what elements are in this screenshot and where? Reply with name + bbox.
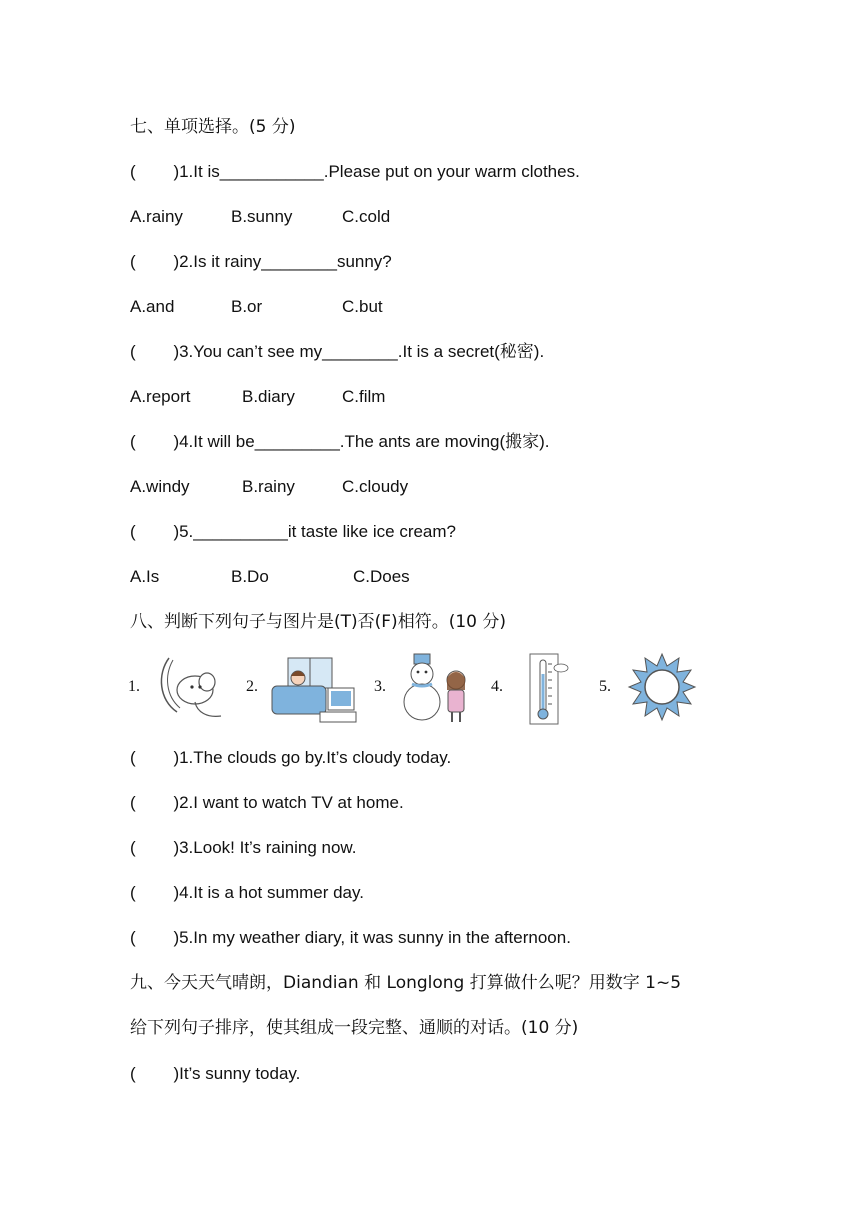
statement-2: ( )2.I want to watch TV at home. [130, 793, 404, 812]
q2-option-a: A.and [130, 297, 175, 316]
statement-4: ( )4.It is a hot summer day. [130, 883, 364, 902]
picture-1-label: 1. [128, 678, 140, 695]
picture-2-label: 2. [246, 678, 258, 695]
sun-icon [627, 652, 697, 722]
question-3-stem: ( )3.You can’t see my________.It is a secret(秘密). [130, 342, 545, 361]
picture-4-label: 4. [491, 678, 503, 695]
statement-1: ( )1.The clouds go by.It’s cloudy today. [130, 748, 452, 767]
thermometer-icon [528, 652, 570, 726]
picture-5-label: 5. [599, 678, 611, 695]
q5-option-c: C.Does [353, 567, 410, 586]
q2-option-b: B.or [231, 297, 263, 316]
q3-option-a: A.report [130, 387, 191, 406]
section-8-heading: 八、判断下列句子与图片是(T)否(F)相符。(10 分) [130, 612, 506, 632]
picture-row [125, 650, 725, 730]
statement-5: ( )5.In my weather diary, it was sunny in the afternoon. [130, 928, 571, 947]
q4-option-c: C.cloudy [342, 477, 409, 496]
snowman-girl-icon [398, 650, 478, 726]
q2-option-c: C.but [342, 297, 383, 316]
picture-3-label: 3. [374, 678, 386, 695]
question-4-stem: ( )4.It will be_________.The ants are moving(搬家). [130, 432, 550, 451]
q1-option-c: C.cold [342, 207, 391, 226]
question-2-stem: ( )2.Is it rainy________sunny? [130, 252, 392, 271]
q4-option-a: A.windy [130, 477, 190, 496]
q4-option-b: B.rainy [242, 477, 295, 496]
section-7-heading: 七、单项选择。(5 分) [130, 117, 296, 137]
question-1-stem: ( )1.It is___________.Please put on your warm clothes. [130, 162, 580, 181]
question-5-stem: ( )5.__________it taste like ice cream? [130, 522, 457, 541]
q1-option-b: B.sunny [231, 207, 293, 226]
q1-option-a: A.rainy [130, 207, 183, 226]
dialogue-item-1: ( )It’s sunny today. [130, 1064, 301, 1083]
elephant-moon-icon [155, 654, 227, 724]
section-9-heading-line-1: 九、今天天气晴朗，Diandian 和 Longlong 打算做什么呢？用数字 1~5 [130, 973, 682, 993]
q3-option-b: B.diary [242, 387, 295, 406]
q3-option-c: C.film [342, 387, 386, 406]
statement-3: ( )3.Look! It’s raining now. [130, 838, 357, 857]
q5-option-a: A.Is [130, 567, 160, 586]
q5-option-b: B.Do [231, 567, 269, 586]
section-9-heading-line-2: 给下列句子排序，使其组成一段完整、通顺的对话。(10 分) [130, 1018, 579, 1038]
girl-watching-tv-icon [268, 652, 358, 726]
